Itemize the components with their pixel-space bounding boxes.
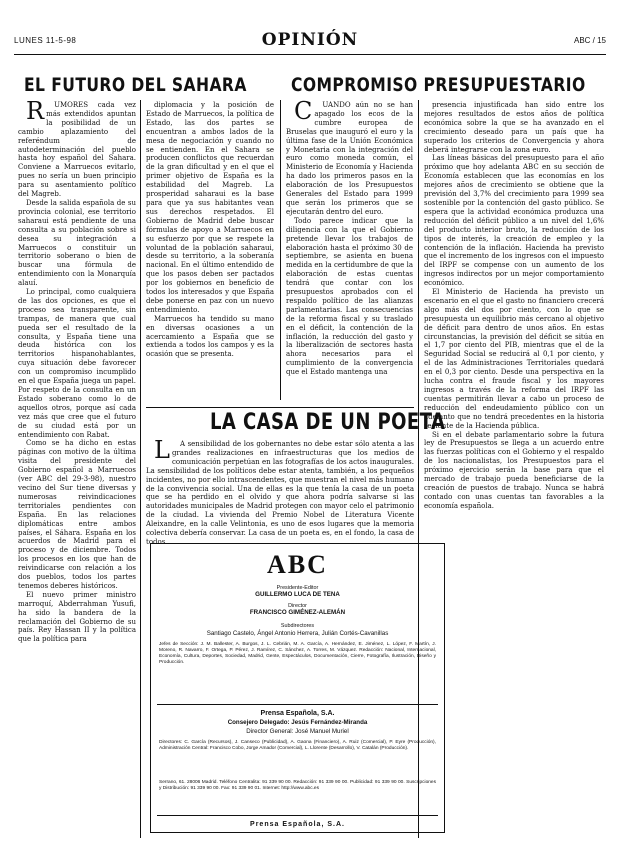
president-label: Presidente-Editor xyxy=(276,585,319,591)
section-title: OPINIÓN xyxy=(261,30,359,50)
address-block: Serrano, 61. 28006 Madrid. Teléfono Centralita: 91 339 90 00. Redacción: 91 339 90 00. Publicidad: 91 339 90 00. Suscripciones y Distribución: 91 339 90 00. Fax: 91 339 90 01. Internet: http://www.abc.es xyxy=(159,780,436,791)
header-rule xyxy=(14,54,606,55)
sahara-column-1: RUMORES cada vez más extendidos apuntan la posibilidad de un cambio aplazamiento del referéndum de autodeterminación del pueblo hasta hoy español del Sahara. Conviene a Marruecos evitarlo, pues no sería un buen principio para su asentamiento político del Magreb. Desde la salida española de su provincia colonial, ese territorio saharaui está pendiente de una consulta a su población sobre si desea su integración a Marruecos o constituir un territorio soberano o bien de buscar una fórmula de entendimiento con la Monarquía alauí. Lo principal, como cualquiera de las dos opciones, es que el proceso sea transparente, sin trampas, de manera que cual pueda ser el resultado de la consulta, y España tiene una deuda histórica con los territorios hispanohablantes, cuya situación debe favorecer con un compromiso incumplido en el que España juega un papel. Por respeto de la consulta en un Estado soberano como lo de aquellos otros, porque así cada vez más que cree que el futuro de su ciudad está por un entendimiento con Rabat. Como se ha dicho en estas páginas con motivo de la última visita del presidente del Gobierno español a Marruecos (ver ABC del 29-3-98), nuestro vecino del Sur tiene diversas y numerosas reivindicaciones territoriales pendientes con España. En las relaciones diplomáticas entre ambos países, el Sáhara. España en los acuerdos de Madrid para el proceso y de diciembre. Todos los procesos en los que han de reivindicarse con relación a los dos pueblos, todos los partes tenemos deberes históricos. El nuevo primer ministro marroquí, Abderrahman Yusufi, ha sido la bandera de la reclamación del Gobierno de su país. Rey Hassan II y la política que la política para xyxy=(18,97,136,644)
staff-list: Jefes de Sección: J. M. Ballester, A. Burgos, J. L. Cebrián, M. A. García, A. Hernández, E. Jiménez, L. López, F. Martín, J. Moreno, R. Navarro, F. Ortega, P. Pérez, J. Ramírez, C. Sánchez, A. Torres, M. Vázquez. Redacción: Nacional, Internacional, Economía, Cultura, Deportes, Sociedad, Madrid, Gente, Espectáculos, Documentación, Cierre, Fotografía, Ilustración, Diseño y Producción. xyxy=(159,642,436,665)
masthead-box xyxy=(150,543,445,833)
page-header xyxy=(14,30,606,52)
masthead-footer-rule xyxy=(157,815,438,816)
abc-logo: ABC xyxy=(267,550,328,579)
director-name: FRANCISCO GIMÉNEZ-ALEMÁN xyxy=(249,609,346,616)
director-label: Director xyxy=(288,603,307,609)
general-director: Director General: José Manuel Muriel xyxy=(246,728,349,735)
council-delegate: Consejero Delegado: Jesús Fernández-Miranda xyxy=(227,719,368,726)
section-rule xyxy=(146,407,414,408)
page-number: ABC / 15 xyxy=(573,36,606,45)
directors-list: Directores: C. García (Recursos), J. Canseco (Publicidad), A. Gaona (Financiero), A. Ruiz (Comercial), P. Eyre (Producción), Administración Central: Francisco Cobo, Jorge Amador (Comercial), L. Llorente (Desarrollo), V. Catalán (Producción). xyxy=(159,740,436,751)
sahara-column-2: diplomacia y la posición de Estado de Marruecos, la política de Estado, las dos partes se encuentran a ambos lados de la mesa de negociación y cuando no se entienden. En el Sahara se producen conflictos que recuerdan de la gran dificultad y en el que el primer objetivo de España es la estabilidad del Magreb. La prosperidad saharaui es la base para que ya sus habitantes vean sus derechos respetados. El Gobierno de Madrid debe buscar fórmulas de apoyo a Marruecos en su esfuerzo por que se respete la voluntad de la población saharaui, desde su territorio, a la soberanía nacional. En el último entendido de que los pasos deben ser pactados por los gobiernos en beneficio de todos los interesados y que España debe ponerse en paz con un nuevo entendimiento. Marruecos ha tendido su mano en diversas ocasiones a un acercamiento a España que se extienda a todos los campos y es la ocasión que se presenta. xyxy=(146,101,274,359)
company-name: Prensa Española, S.A. xyxy=(260,710,335,717)
poeta-body: LA sensibilidad de los gobernantes no debe estar sólo atenta a las grandes realizaciones en infraestructuras que los medios de comunicación perpetúan en las fotografías de los actos inaugurales. La sensibilidad de los políticos debe estar atenta, también, a los pequeños incidentes, no por ello intrascendentes, que muestran el nivel más humano de la convivencia social. Una de ellas es la que tenía la casa de un poeta que se ha perdido en el olvido y que ahora podría salvarse si las autoridades municipales de Madrid protegen con mayor celo el patrimonio de la ciudad. La vivienda del Premio Nobel de Literatura Vicente Aleixandre, en la calle Velintonia, es uno de esos lugares que la memoria colectiva debería conservar. La casa de un poeta es, en el fondo, la casa de todos. xyxy=(146,436,414,546)
subdirectors-names: Santiago Castelo, Ángel Antonio Herrera, Julián Cortés-Cavanillas xyxy=(206,630,389,637)
column-divider xyxy=(280,100,281,400)
column-divider xyxy=(140,100,141,838)
masthead-footer: Prensa Española, S.A. xyxy=(250,821,345,828)
president-name: GUILLERMO LUCA DE TENA xyxy=(255,591,340,598)
headline-sahara: EL FUTURO DEL SAHARA xyxy=(24,74,247,96)
subdirectors-label: Subdirectores xyxy=(280,623,315,629)
headline-presupuesto: COMPROMISO PRESUPUESTARIO xyxy=(291,74,586,96)
presupuesto-column-2: presencia injustificada han sido entre los mejores resultados de estos años de política económica sobre la que se ha avanzado en el crecimiento deseado para un país que ha superado los criterios de Convergencia y ahora deberá integrarse con la zona euro. Las líneas básicas del presupuesto para el año próximo que hoy adelanta ABC en su sección de Economía establecen que las economías en los mejores años de crecimiento se obtiene que la previsión del 3,7% del crecimiento para 1999 sea sostenible por la contención del gasto público. Se espera que la actividad económica produzca una reducción del déficit público a un nivel del 1,6% del producto interior bruto, la reducción de los tipos de interés, la creación de empleo y la contención de la inflación. Hacienda ha previsto que el incremento de los ingresos con el impuesto del IRPF se compense con un aumento de los ingresos indirectos por un mejor comportamiento económico. El Ministerio de Hacienda ha previsto un escenario en el que el gasto no financiero crecerá algo más del dos por ciento, con lo que se presupuesta un equilibrio más cercano al objetivo de déficit para dentro de unos años. En estas circunstancias, la previsión del déficit se sitúa en el 1,7 por ciento del PIB, mientras que el de la Seguridad Social se reducirá al 0,1 por ciento, y el de las Administraciones Territoriales quedará en el 0,3 por ciento. Desde una perspectiva en la lucha contra el fraude fiscal y los mayores ingresos a través de la reforma del IRPF las cuentas permitirán llevar a cabo un proceso de reducción del endeudamiento público con un adelanto que no tendrá precedentes en la historia reciente de la Hacienda pública. Si en el debate parlamentario sobre la futura ley de Presupuestos se llega a un acuerdo entre las fuerzas políticas con el Gobierno y el respaldo de los nacionalistas, los Presupuestos para el próximo ejercicio serán la base para que el mercado de trabajo pueda beneficiarse de la creación de puestos de trabajo. Nunca se habrá contado con unas cuentas tan favorables a la economía española. xyxy=(424,101,604,510)
presupuesto-column-1: CUANDO aún no se han apagado los ecos de la cumbre europea de Bruselas que inauguró el euro y la última fase de la Unión Económica y Monetaria con la integración del euro como moneda común, el Ministerio de Economía y Hacienda ha dado los primeros pasos en la elaboración de los Presupuestos Generales del Estado para 1999 que serán los primeros que se ejecutarán dentro del euro. Todo parece indicar que la diligencia con la que el Gobierno pretende llevar los trabajos de elaboración hasta el próximo 30 de septiembre, se asienta en buena medida en la certidumbre de que la elaboración de estas cuentas tendrá que contar con los presupuestos aprobados con el respaldo político de las alianzas parlamentarias. Las consecuencias de la reforma fiscal y su traslado en el déficit, la contención de la inflación, la reducción del gasto y la liberalización de sectores hasta ahora necesarios para el cumplimiento de la convergencia que el Estado mantenga una xyxy=(286,97,413,377)
headline-poeta: LA CASA DE UN POETA xyxy=(210,410,446,435)
issue-date: LUNES 11-5-98 xyxy=(14,36,77,45)
masthead-divider xyxy=(157,704,438,705)
